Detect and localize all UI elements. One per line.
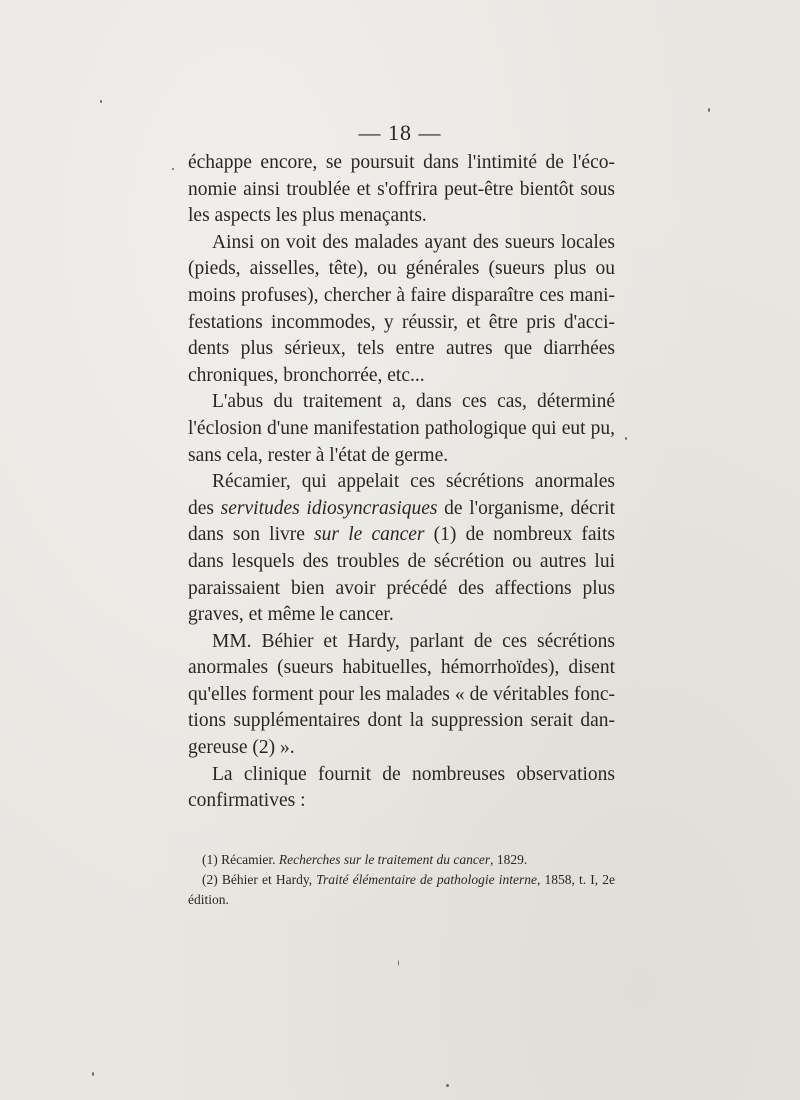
- footnote: [188, 850, 615, 870]
- paragraph: [188, 389, 615, 469]
- footnote: [188, 870, 615, 910]
- body-text: [188, 150, 615, 815]
- text-run: Ainsi on voit des malades ayant des sueurs locales (pieds, aisselles, tête), ou générales (sueurs plus ou moins profuses), chercher à faire disparaître ces manifestations incommodes, y réussir, et être pris d'accidents plus sérieux, tels entre autres que diarrhées chroniques, bronchorrée, etc...: [188, 231, 615, 386]
- paragraph: [188, 230, 615, 390]
- paragraph: [188, 762, 615, 815]
- text-run: Récamier, qui appelait ces sécrétions anormales des: [188, 471, 615, 519]
- text-run: échappe encore, se poursuit dans l'intimité de l'économie ainsi troublée et s'offrira peut-être bientôt sous les aspects les plus menaçants.: [188, 152, 615, 227]
- paper-speck: [708, 108, 710, 112]
- paper-speck: [398, 960, 399, 966]
- text-run: , 1829.: [490, 852, 528, 867]
- paragraph: [188, 629, 615, 762]
- paper-speck: [625, 437, 627, 440]
- paragraph: [188, 150, 615, 230]
- text-run: , 1858, t. I, 2e édition.: [188, 872, 615, 907]
- paper-speck: [100, 100, 102, 103]
- text-run: (1) de nombreux faits dans lesquels des troubles de sécrétion ou autres lui paraissaient bien avoir précédé des affections plus graves, et même le cancer.: [188, 524, 615, 626]
- paper-speck: [446, 1084, 449, 1087]
- italic-text: Recherches sur le traitement du cancer: [278, 852, 491, 867]
- page-number: — 18 —: [358, 120, 442, 145]
- italic-text: servitudes idiosyncrasiques: [220, 497, 438, 519]
- text-run: (2) Béhier et Hardy,: [202, 872, 317, 887]
- text-run: L'abus du traitement a, dans ces cas, déterminé l'éclosion d'une manifestation pathologique qui eut pu, sans cela, rester à l'état de germe.: [188, 391, 615, 466]
- italic-text: Traité élémentaire de pathologie interne: [316, 872, 537, 887]
- footnotes: [188, 850, 615, 910]
- paragraph: [188, 469, 615, 629]
- text-run: (1) Récamier.: [202, 852, 279, 867]
- text-run: La clinique fournit de nombreuses observations confirmatives :: [188, 763, 615, 812]
- italic-text: sur le cancer: [314, 524, 425, 546]
- text-run: MM. Béhier et Hardy, parlant de ces sécrétions anormales (sueurs habituelles, hémorrhoïdes), disent qu'elles forment pour les malades « de véritables fonctions supplémentaires dont la suppression serait dangereuse (2) ».: [188, 630, 615, 759]
- text-run: de l'organisme, décrit dans son livre: [188, 497, 616, 546]
- paper-speck: [172, 168, 174, 170]
- paper-speck: [92, 1072, 94, 1076]
